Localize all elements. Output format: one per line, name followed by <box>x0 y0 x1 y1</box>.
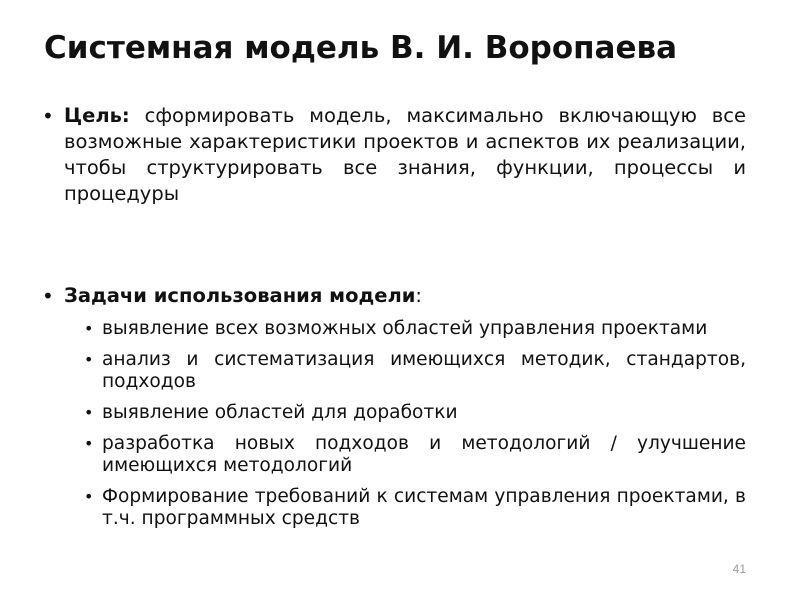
task-item <box>84 402 746 424</box>
task-text: Формирование требований к системам управления проектами, в т.ч. программных средств <box>102 486 746 529</box>
sub-bullet-marker: • <box>84 319 94 338</box>
goal-text: сформировать модель, максимально включающую все возможные характеристики проектов и аспектов их реализации, чтобы структурировать все знания, функции, процессы и процедуры <box>64 104 746 205</box>
sub-bullet-marker: • <box>84 350 94 369</box>
task-item <box>84 318 746 340</box>
tasks-sublist <box>84 318 746 539</box>
goal-label: Цель: <box>64 104 130 127</box>
goal-bullet-item <box>42 103 746 207</box>
task-item <box>84 433 746 477</box>
slide-title: Системная модель В. И. Воропаева <box>44 30 678 66</box>
sub-bullet-marker: • <box>84 487 94 506</box>
task-text: выявление областей для доработки <box>102 402 458 423</box>
bullet-marker: • <box>42 104 54 128</box>
sub-bullet-marker: • <box>84 434 94 453</box>
task-text: разработка новых подходов и методологий / улучшение имеющихся методологий <box>102 433 746 476</box>
bullet-marker: • <box>42 284 54 308</box>
page-number: 41 <box>732 562 746 576</box>
task-text: анализ и систематизация имеющихся методик, стандартов, подходов <box>102 349 746 392</box>
sub-bullet-marker: • <box>84 403 94 422</box>
task-item <box>84 349 746 393</box>
tasks-bullet-item <box>42 283 746 309</box>
tasks-label: Задачи использования модели <box>64 284 416 307</box>
task-text: выявление всех возможных областей управления проектами <box>102 318 708 339</box>
tasks-label-colon: : <box>415 284 422 307</box>
task-item <box>84 486 746 530</box>
